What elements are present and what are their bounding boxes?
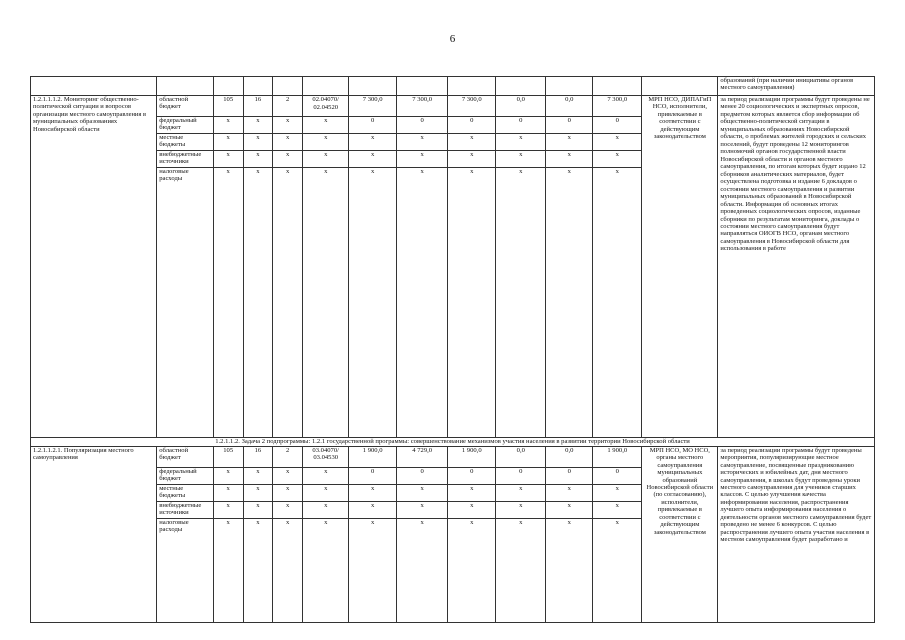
value-cell: x <box>243 518 272 622</box>
task-header: 1.2.1.1.2. Задача 2 подпрограммы: 1.2.1 государственной программы: совершенствование механизмов участия населения в развитии территории Новосибирской области <box>31 438 875 447</box>
value-cell: 2 <box>273 96 303 117</box>
value-cell: 0,0 <box>496 446 546 467</box>
value-cell: 0 <box>593 117 642 134</box>
value-cell: 105 <box>213 446 243 467</box>
funding-source: налоговые расходы <box>157 168 213 438</box>
value-cell: x <box>213 518 243 622</box>
value-cell: x <box>593 501 642 518</box>
value-cell: x <box>273 117 303 134</box>
value-cell: x <box>243 467 272 484</box>
task-header-row <box>31 438 875 447</box>
value-cell: x <box>448 484 496 501</box>
value-cell: x <box>243 501 272 518</box>
value-cell: x <box>243 134 272 151</box>
monitoring-activity: 1.2.1.1.1.2. Мониторинг общественно-политической ситуации и вопросов организации местного самоуправления в муниципальных образованиях Новосибирской области <box>31 96 157 438</box>
value-cell: x <box>273 168 303 438</box>
value-cell: 2 <box>273 446 303 467</box>
value-cell: 0 <box>496 467 546 484</box>
value-cell: x <box>349 501 397 518</box>
value-cell: x <box>243 484 272 501</box>
value-cell: x <box>496 518 546 622</box>
page-number: 6 <box>449 33 456 45</box>
monitoring-row <box>31 96 875 117</box>
value-cell: x <box>213 467 243 484</box>
value-cell: x <box>213 117 243 134</box>
value-cell: 1 900,0 <box>593 446 642 467</box>
value-cell: 105 <box>213 96 243 117</box>
value-cell: x <box>303 518 349 622</box>
popularization-executor: МРП НСО, МО НСО, органы местного самоуправления муниципальных образований Новосибирской области (по согласованию), исполнители, привлекаемые в соответствии с действующим законодательством <box>642 446 718 622</box>
value-cell: x <box>273 518 303 622</box>
value-cell: 1 900,0 <box>349 446 397 467</box>
program-table <box>30 76 875 623</box>
value-cell: x <box>273 151 303 168</box>
value-cell: x <box>448 151 496 168</box>
funding-source: федеральный бюджет <box>157 117 213 134</box>
value-cell: 7 300,0 <box>349 96 397 117</box>
value-cell: x <box>397 168 448 438</box>
value-cell: x <box>213 134 243 151</box>
value-cell: x <box>546 484 593 501</box>
value-cell: x <box>303 117 349 134</box>
funding-source: местные бюджеты <box>157 134 213 151</box>
value-cell: 0 <box>349 467 397 484</box>
value-cell: x <box>213 151 243 168</box>
value-cell: x <box>397 518 448 622</box>
value-cell: x <box>243 117 272 134</box>
value-cell: 0 <box>593 467 642 484</box>
value-cell: 4 729,0 <box>397 446 448 467</box>
value-cell: 03.04070/ 03.04530 <box>303 446 349 467</box>
funding-source: областной бюджет <box>157 446 213 467</box>
value-cell: 0 <box>496 117 546 134</box>
funding-source: налоговые расходы <box>157 518 213 622</box>
value-cell: x <box>397 134 448 151</box>
value-cell: x <box>213 501 243 518</box>
value-cell: x <box>593 134 642 151</box>
value-cell: x <box>496 168 546 438</box>
value-cell: 0,0 <box>546 96 593 117</box>
value-cell: 0,0 <box>546 446 593 467</box>
value-cell: x <box>349 484 397 501</box>
value-cell: x <box>496 484 546 501</box>
value-cell: x <box>349 134 397 151</box>
value-cell: x <box>349 518 397 622</box>
value-cell: x <box>546 151 593 168</box>
value-cell: 0 <box>546 117 593 134</box>
value-cell: 0 <box>349 117 397 134</box>
value-cell: x <box>546 168 593 438</box>
value-cell: x <box>448 501 496 518</box>
value-cell: x <box>496 134 546 151</box>
value-cell: 0 <box>397 467 448 484</box>
funding-source: областной бюджет <box>157 96 213 117</box>
value-cell: 16 <box>243 96 272 117</box>
popularization-row <box>31 446 875 467</box>
value-cell: x <box>213 168 243 438</box>
value-cell: 02.04070/ 02.04520 <box>303 96 349 117</box>
value-cell: x <box>303 501 349 518</box>
value-cell: 16 <box>243 446 272 467</box>
value-cell: x <box>397 501 448 518</box>
value-cell: x <box>397 484 448 501</box>
carryover-row <box>31 77 875 96</box>
value-cell: 0,0 <box>496 96 546 117</box>
popularization-activity: 1.2.1.1.2.1. Популяризация местного самоуправления <box>31 446 157 622</box>
value-cell: x <box>593 151 642 168</box>
value-cell: x <box>593 518 642 622</box>
value-cell: x <box>546 134 593 151</box>
value-cell: 0 <box>397 117 448 134</box>
monitoring-executor: МРП НСО, ДИПАГиП НСО, исполнители, привлекаемые в соответствии с действующим законодательством <box>642 96 718 438</box>
value-cell: x <box>546 501 593 518</box>
value-cell: 7 300,0 <box>593 96 642 117</box>
value-cell: x <box>496 151 546 168</box>
value-cell: 0 <box>448 117 496 134</box>
value-cell: x <box>448 134 496 151</box>
value-cell: x <box>593 168 642 438</box>
value-cell: 1 900,0 <box>448 446 496 467</box>
value-cell: x <box>303 168 349 438</box>
funding-source: внебюджетные источники <box>157 501 213 518</box>
value-cell: x <box>273 484 303 501</box>
carryover-description: образований (при наличии инициативы органов местного самоуправления) <box>718 77 875 96</box>
value-cell: x <box>349 168 397 438</box>
value-cell: 7 300,0 <box>448 96 496 117</box>
monitoring-description: за период реализации программы будут проведены не менее 20 социологических и экспертных опросов, предметом которых является сбор информации об общественно-политической ситуации в муниципальных образованиях Новосибирской области, о проблемах жителей городских и сельских поселений, будут проведены 12 мониторингов полномочий органов государственной власти Новосибирской области и органов местного самоуправления, по итогам которых будет издано 12 сборников аналитических материалов, будет осуществлена подготовка и издание 6 докладов о состоянии местного самоуправления и развитии муниципальных образований в Новосибирской области. Информация об основных итогах проведенных социологических опросов, изданные сборники по результатам мониторинга, доклады о состоянии местного самоуправления будут направляться ОИОГВ НСО, органам местного самоуправления в Новосибирской области для использования в работе <box>718 96 875 438</box>
value-cell: x <box>303 484 349 501</box>
value-cell: 0 <box>546 467 593 484</box>
value-cell: x <box>213 484 243 501</box>
value-cell: x <box>593 484 642 501</box>
value-cell: x <box>243 168 272 438</box>
value-cell: x <box>273 501 303 518</box>
value-cell: x <box>273 134 303 151</box>
value-cell: x <box>448 168 496 438</box>
value-cell: x <box>243 151 272 168</box>
value-cell: x <box>303 151 349 168</box>
popularization-description: за период реализации программы будут проведены мероприятия, популяризирующие местное самоуправление, посвященные праздникованию исторических и юбилейных дат, дня местного самоуправления, в школах будут проведены уроки местного самоуправления для учеников старших классов. С целью улучшения качества информирования населения, распространения лучшего опыта информирования населения о деятельности органов местного самоуправления будет проведено не менее 6 конкурсов. С целью распространения лучшего опыта участия населения в местном самоуправления будет разработано и <box>718 446 875 622</box>
funding-source: внебюджетные источники <box>157 151 213 168</box>
value-cell: x <box>273 467 303 484</box>
value-cell: 0 <box>448 467 496 484</box>
funding-source: федеральный бюджет <box>157 467 213 484</box>
value-cell: x <box>303 134 349 151</box>
value-cell: x <box>546 518 593 622</box>
value-cell: x <box>496 501 546 518</box>
value-cell: x <box>448 518 496 622</box>
value-cell: 7 300,0 <box>397 96 448 117</box>
value-cell: x <box>397 151 448 168</box>
value-cell: x <box>303 467 349 484</box>
value-cell: x <box>349 151 397 168</box>
funding-source: местные бюджеты <box>157 484 213 501</box>
